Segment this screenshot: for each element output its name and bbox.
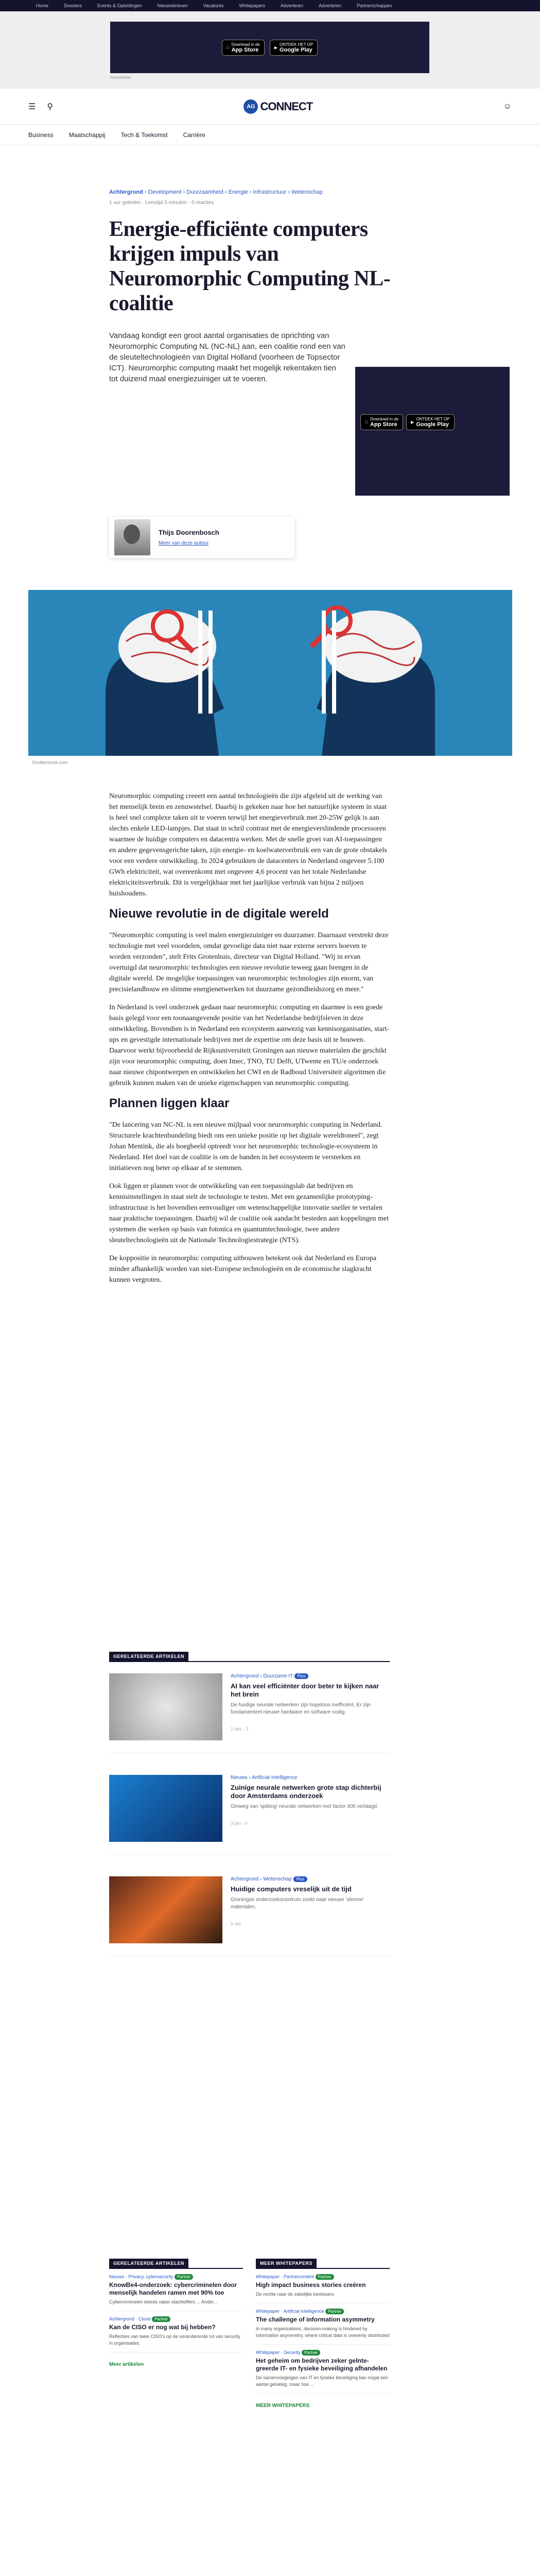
top-link[interactable]: Adverteren [319, 3, 342, 8]
top-link[interactable]: Vacatures [203, 3, 224, 8]
side-ad[interactable] [355, 367, 510, 496]
partner-badge: Partner [302, 2350, 320, 2355]
brain-heads-illustration [28, 590, 512, 756]
related-articles [109, 1651, 390, 1978]
crumb[interactable]: Infrastructuur [253, 189, 287, 195]
app-store-button[interactable]: Download in de App Store [222, 40, 265, 56]
article-intro: Vandaag kondigt een groot aantal organisaties de oprichting van Neuromorphic Computing NL (NC-NL) aan, een coalitie rond een van de sleuteltechnologieën van Digital Holland (voorheen de Topsector ICT). Neuromorphic computing maakt het mogelijk rekentaken tien tot duizend maal energiezuiniger uit te voeren. [109, 331, 345, 383]
related-category[interactable]: Achtergrond [231, 1876, 259, 1882]
site-header [0, 89, 540, 125]
app-store-button[interactable]: Download in de App Store [360, 414, 403, 430]
partner-desc: Reflecties van twee CISO's op de veranderende rol van security in organisaties. [109, 2334, 240, 2346]
whitepaper-title[interactable]: Het geheim om bedrijven zeker gelnte-greerde IT- en fysieke beveiliging afhandelen [256, 2357, 388, 2372]
top-ad-banner[interactable] [110, 22, 429, 73]
nav-item[interactable]: Maatschappij [68, 131, 106, 139]
related-item[interactable]: Achtergrond › Wetenschap Plus Huidige computers vreselijk uit de tijd Groningse onderzoekscentrum zoekt naar nieuwe 'slimme' materialen. 5 okt [109, 1876, 390, 1956]
play-icon: ▶ [408, 420, 411, 425]
whitepaper-item[interactable] [256, 2303, 390, 2345]
plus-badge: Plus [293, 1876, 308, 1882]
ad-label: Advertentie [110, 75, 131, 80]
partner-meta: Nieuws · Privacy, cybersecurity [109, 2274, 173, 2279]
related-title[interactable]: Huidige computers vreselijk uit de tijd [231, 1885, 352, 1893]
section-title: GERELATEERDE ARTIKELEN [109, 2259, 188, 2268]
section-heading: Plannen liggen klaar [109, 1096, 230, 1110]
crumb[interactable]: Energie [228, 189, 248, 195]
partner-title[interactable]: Kan de CISO er nog wat bij hebben? [109, 2324, 216, 2331]
related-item[interactable]: Nieuws › Artificial Intelligence Zuinige neurale netwerken grote stap dichterbij door Amsterdams onderzoek Omweg van 'spiking' neurale netwerken met factor 400 verlaagd. 3 jan · 0 [109, 1775, 390, 1855]
whitepaper-title[interactable]: The challenge of information asymmetry [256, 2316, 375, 2323]
more-articles-link[interactable]: Meer artikelen [109, 2362, 144, 2367]
related-foot: 5 okt [231, 1921, 241, 1926]
crumb[interactable]: Development [148, 189, 182, 195]
whitepaper-item[interactable] [256, 2269, 390, 2303]
thumbnail [109, 1775, 222, 1842]
play-icon: ▶ [272, 45, 276, 50]
related-category[interactable]: Nieuws [231, 1775, 248, 1781]
avatar [114, 519, 150, 555]
google-play-button[interactable]: ▶ ONTDEK HET OP Google Play [406, 414, 454, 430]
top-ad-zone [0, 11, 540, 89]
whitepaper-meta: Whitepaper · Artificial intelligence [256, 2309, 324, 2314]
thumbnail [109, 1673, 222, 1740]
top-link[interactable]: Whitepapers [239, 3, 266, 8]
top-link[interactable]: Partnerschappen [357, 3, 392, 8]
whitepaper-item[interactable] [256, 2345, 390, 2394]
related-desc: Groningse onderzoekscentrum zoekt naar nieuwe 'slimme' materialen. [231, 1897, 364, 1910]
related-desc: De huidige neurale netwerken zijn hopeloos inefficiënt. Er zijn fundamenteel nieuwe hardware en software nodig. [231, 1702, 371, 1715]
related-foot: 3 jan · 0 [231, 1821, 248, 1826]
related-foot: 2 dec · 1 [231, 1726, 249, 1732]
crumb-category[interactable]: Achtergrond [109, 189, 143, 195]
whitepaper-desc: In many organizations, decision-making is hindered by information asymmetry, where critical data is unevenly distributed [256, 2326, 390, 2338]
nav-item[interactable]: Carrière [183, 131, 205, 139]
breadcrumb: Achtergrond › Development › Duurzaamheid › Energie › Infrastructuur › Wetenschap [109, 189, 323, 195]
nav-item[interactable]: Tech & Toekomst [120, 131, 168, 139]
image-credit: Shutterstock.com [32, 760, 68, 765]
article-body [109, 791, 390, 1293]
partner-articles-column [109, 2258, 243, 2409]
thumbnail [109, 1876, 222, 1943]
whitepaper-meta: Whitepaper · Partnercontent [256, 2274, 315, 2279]
related-category[interactable]: Achtergrond [231, 1673, 259, 1679]
partner-desc: Cybercriminelen steeds vaker slachtoffers ... Ander... [109, 2299, 217, 2304]
paragraph: Neuromorphic computing creeert een aantal technologieën die zijn afgeleid uit de werking van het menselijk brein en zenuwstelsel. Daarbij is gekeken naar hoe het natuurlijke systeem in staat is heel snel complexe taken uit te voeren terwijl het energieverbruik met 20-25W gelijk is aan slechts enkele LED-lampjes. Dat staat in schril contrast met de energieverslindende processoren waarmee de huidige computers en datacentra werken. Met de snelle groei van AI-toepassingen en andere gegevensgerichte taken, zijn energie- en koelwaterverbruik een van de grote obstakels voor een verdere ontwikkeling. In 2024 gebruikten de datacenters in Nederland ongeveer 5.100 GWh elektriciteit, wat overeenkomt met ongeveer 4,6 procent van het totale Nederlandse elektriciteitsverbruik. Dit is vergelijkbaar met het jaarlijkse verbruik van bijna 2 miljoen huishoudens. [109, 792, 387, 897]
hero-image [28, 590, 512, 756]
more-whitepapers-link[interactable]: MEER WHITEPAPERS [256, 2403, 310, 2409]
section-title: MEER WHITEPAPERS [256, 2259, 317, 2268]
partner-title[interactable]: KnowBe4-onderzoek: cybercriminelen door menselijk handelen ramen met 90% toe [109, 2281, 237, 2296]
related-item[interactable]: Achtergrond › Duurzame IT Plus AI kan veel efficiënter door beter te kijken naar het brein De huidige neurale netwerken zijn hopeloos inefficiënt. Er zijn fundamenteel nieuwe hardware en software nodig. 2 dec · 1 [109, 1673, 390, 1753]
related-subcategory[interactable]: Artificial Intelligence [252, 1775, 298, 1781]
partner-badge: Partner [152, 2316, 170, 2322]
partner-item[interactable] [109, 2269, 243, 2311]
apple-icon [365, 420, 368, 425]
whitepapers-column [256, 2258, 390, 2409]
top-link[interactable]: Dossiers [64, 3, 82, 8]
paragraph: De koppositie in neuromorphic computing uitbouwen betekent ook dat Nederland en Europa minder afhankelijk worden van niet-Europese technologieën en de economische slagkracht kunnen vergroten. [109, 1255, 377, 1284]
partner-badge: Partner [175, 2274, 193, 2280]
author-more-link[interactable]: Meer van deze auteur [159, 540, 209, 546]
related-desc: Omweg van 'spiking' neurale netwerken met factor 400 verlaagd. [231, 1804, 378, 1809]
top-link[interactable]: Adverteren [281, 3, 304, 8]
partner-meta: Achtergrond · Cloud [109, 2316, 151, 2321]
main-nav [0, 125, 540, 145]
partner-badge: Partner [325, 2309, 344, 2314]
search-icon[interactable]: ⚲ [47, 102, 54, 111]
paragraph: In Nederland is veel onderzoek gedaan naar neuromorphic computing en daarmee is een goede basis gelegd voor een toonaangevende positie van het Nederlandse bedrijfsleven in deze ontwikkeling. Bovendien is in Nederland een ecosysteem aanwezig van kennisorganisaties, start-ups en gevestigde internationale bedrijven met de expertise om deze basis uit te bouwen. Daarvoor werkt bijvoorbeeld de Rijksuniversiteit Groningen aan nieuwe materialen die geschikt zijn voor neuromorphic computing, doen Imec, TNO, TU Delft, UTwente en TU/e onderzoek naar nieuwe chipontwerpen en ontwikkelen het CWI en de Radboud Universiteit algoritmen die gebruik kunnen maken van de unieke eigenschappen van neuromorphic computing. [109, 1004, 390, 1087]
related-title[interactable]: Zuinige neurale netwerken grote stap dichterbij door Amsterdams onderzoek [231, 1784, 381, 1800]
related-subcategory[interactable]: Duurzame IT [263, 1673, 293, 1679]
user-icon[interactable]: ☺ [503, 101, 512, 111]
whitepaper-desc: De samenvoegingen van IT en fysieke beveiliging kan nogal een aantal gelukkig, maar hoe ... [256, 2375, 389, 2387]
related-title[interactable]: AI kan veel efficiënter door beter te kijken naar het brein [231, 1682, 379, 1698]
partner-columns [109, 2258, 390, 2409]
crumb[interactable]: Duurzaamheid [186, 189, 223, 195]
section-heading: Nieuwe revolutie in de digitale wereld [109, 907, 329, 921]
site-logo[interactable]: AG CONNECT [243, 99, 312, 114]
top-bar [0, 0, 540, 11]
article-header [109, 188, 397, 384]
partner-item[interactable] [109, 2311, 243, 2352]
crumb[interactable]: Wetenschap [291, 189, 323, 195]
related-subcategory[interactable]: Wetenschap [263, 1876, 292, 1882]
whitepaper-meta: Whitepaper · Security [256, 2350, 301, 2355]
partner-badge: Partner [316, 2274, 334, 2280]
top-link[interactable]: Nieuwsbrieven [157, 3, 188, 8]
paragraph: "De lancering van NC-NL is een nieuwe mijlpaal voor neuromorphic computing in Nederland. Structurele krachtenbundeling biedt ons een unieke positie op het digitale wereldtoneel", zegt Johan Mentink, die als boegbeeld optreedt voor het neuromorphic technologie-ecosysteem in Nederland. Het doel van de coalitie is om de banden in het ecosysteem te versterken en initiatieven nog beter op elkaar af te stemmen. [109, 1121, 382, 1172]
paragraph: Ook liggen er plannen voor de ontwikkeling van een toepassingslab dat bedrijven en kennisinstellingen in staat stelt de technologie te testen. Met een gezamenlijke prototyping-infrastructuur is het bovendien eenvoudiger om wetenschappelijke innovatie sneller te vertalen naar praktische toepassingen. Daarbij wil de coalitie ook aandacht besteden aan koppelingen met systemen die werken op basis van fotonica en quantumtechnologie, twee andere sleuteltechnologieën uit de Nationale Technologiestrategie (NTS). [109, 1182, 389, 1244]
apple-icon [227, 45, 230, 50]
menu-icon[interactable]: ☰ [28, 102, 36, 111]
page-title: Energie-efficiënte computers krijgen impuls van Neuromorphic Computing NL-coalitie [109, 217, 391, 315]
article-meta: 1 uur geleden · Leestijd 3 minuten · 0 reacties [109, 200, 214, 206]
paragraph: "Neuromorphic computing is veel malen energiezuiniger en duurzamer. Daarnaast verstrekt deze technologie met veel voordelen, omdat gevoelige data niet naar externe servers hoeven te worden verzonden", stelt Frits Grotenhuis, directeur van Digital Holland. "Wij in ervan overtuigd dat neuromorphic technologies een nieuwe revolutie teweeg gaan brengen in de digitale wereld. De mogelijke toepassingen van neuromorphic technologies zijn enorm, van precisielandbouw en slimme energienetwerken tot duurzame gezondheidszorg en meer." [109, 931, 389, 993]
author-name: Thijs Doorenbosch [159, 529, 219, 536]
whitepaper-title[interactable]: High impact business stories creëren [256, 2281, 366, 2289]
section-title: GERELATEERDE ARTIKELEN [109, 1652, 188, 1661]
top-link[interactable]: Home [36, 3, 49, 8]
author-card [109, 517, 294, 558]
google-play-button[interactable]: ▶ ONTDEK HET OP Google Play [270, 40, 318, 56]
nav-item[interactable]: Business [28, 131, 54, 139]
plus-badge: Plus [294, 1673, 309, 1679]
top-link[interactable]: Events & Opleidingen [97, 3, 142, 8]
whitepaper-desc: De rechte naar de zakelijke beslissers [256, 2292, 334, 2297]
